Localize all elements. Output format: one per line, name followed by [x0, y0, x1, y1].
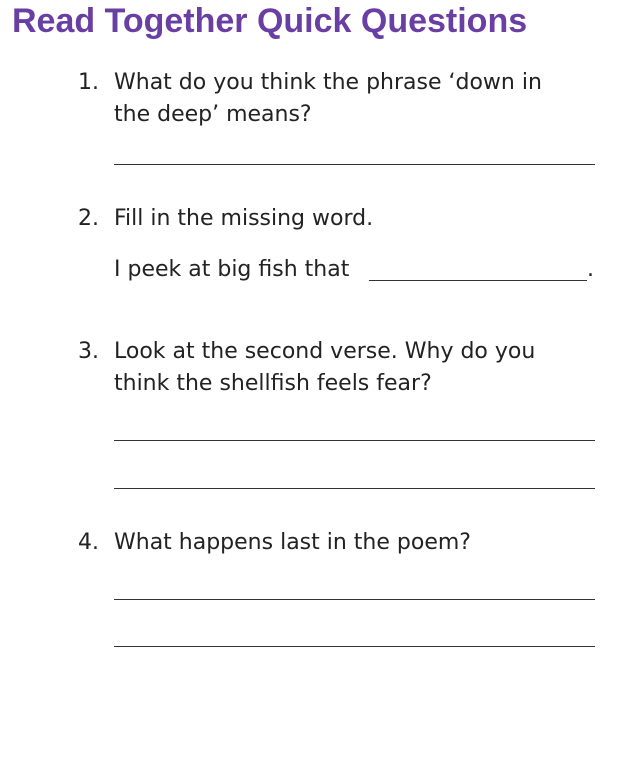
question-2-prompt: I peek at big fish that	[114, 257, 350, 282]
question-2-text: Fill in the missing word.	[114, 206, 374, 231]
question-1-text-line-2: the deep’ means?	[114, 102, 312, 127]
question-1-answer-line[interactable]	[114, 164, 595, 165]
question-3-answer-line-2[interactable]	[114, 488, 595, 489]
question-4-number: 4.	[78, 530, 99, 555]
question-3-text-line-1: Look at the second verse. Why do you	[114, 339, 536, 364]
question-1-text-line-1: What do you think the phrase ‘down in	[114, 70, 542, 95]
question-3-answer-line-1[interactable]	[114, 440, 595, 441]
page-title: Read Together Quick Questions	[12, 2, 528, 40]
question-2-fill-in-blank[interactable]	[369, 280, 587, 281]
question-3-text-line-2: think the shellfish feels fear?	[114, 371, 432, 396]
question-4-answer-line-1[interactable]	[114, 599, 595, 600]
question-1-number: 1.	[78, 70, 99, 95]
question-3-number: 3.	[78, 339, 99, 364]
question-4-answer-line-2[interactable]	[114, 646, 595, 647]
question-2-number: 2.	[78, 206, 99, 231]
question-4-text: What happens last in the poem?	[114, 530, 471, 555]
question-2-prompt-end: .	[587, 257, 594, 282]
